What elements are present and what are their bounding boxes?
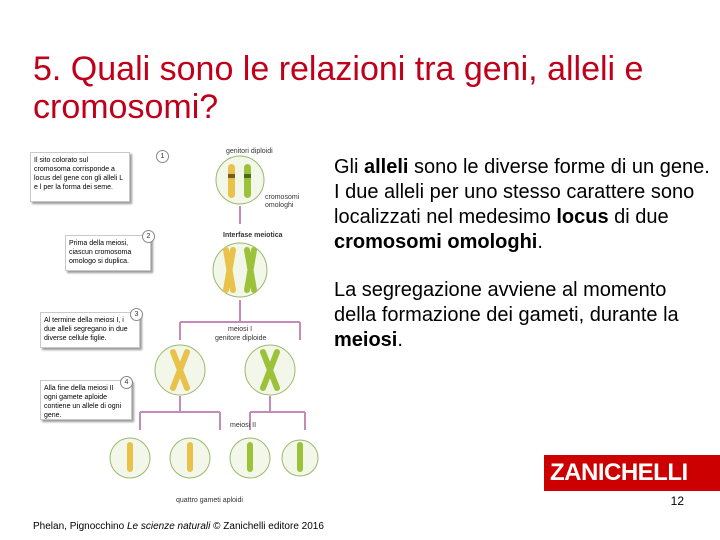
meiosis-figure: [30, 150, 320, 505]
label-gameti: quattro gameti aploidi: [176, 497, 243, 504]
zanichelli-logo: ZANICHELLI: [544, 455, 720, 491]
page-number: 12: [670, 494, 684, 508]
step-badge: 1: [156, 150, 169, 163]
callout-text: Il sito colorato sul cromosoma corrisponde a locus del gene con gli alleli L e l per la forma dei seme.: [34, 157, 123, 191]
callout-text: Alla fine della meiosi II ogni gamete aploide contiene un allele di ogni gene.: [44, 385, 122, 419]
callout-text: Al termine della meiosi I, i due alleli segregano in due diverse cellule figlie.: [44, 317, 128, 342]
interphase-cell: [213, 243, 267, 297]
footer-book-title: Le scienze naturali: [126, 521, 211, 532]
step-badge: 3: [130, 308, 143, 321]
text-run: La segregazione avviene al momento della formazione dei gameti, durante la: [334, 279, 679, 326]
bold-term-cromosomi-omologhi: cromosomi omologhi: [334, 231, 538, 253]
label-genitore: genitore diploide: [215, 335, 267, 342]
callout-text: Prima della meiosi, ciascun cromosoma omologo si duplica.: [69, 240, 132, 265]
branch-arrows-meiosis2: [140, 396, 305, 430]
daughter-cell-right: [245, 345, 295, 395]
slide-body: [334, 155, 714, 376]
branch-arrows-meiosis1: [180, 300, 300, 340]
text-run: sono le diverse forme di un gene. I due alleli per uno stesso carattere sono localizzati nel medesimo: [334, 156, 710, 228]
gametes: [110, 438, 318, 478]
text-run: Gli: [334, 156, 364, 178]
text-run: .: [537, 231, 543, 253]
footer-text: Phelan, Pignocchino: [33, 521, 127, 532]
callout-2: [65, 235, 151, 271]
label-meiosi2: meiosi II: [230, 422, 257, 429]
step-badge: 4: [120, 376, 133, 389]
callout-3: [40, 312, 140, 348]
label-interfase: Interfase meiotica: [223, 232, 283, 239]
text-run: di due: [608, 206, 669, 228]
bold-term-alleli: alleli: [364, 156, 409, 178]
footer-credit: [33, 521, 324, 532]
label-meiosi1: meiosi I: [228, 326, 253, 333]
label-genitori: genitori diploidi: [226, 148, 273, 155]
paragraph-alleli: [334, 155, 714, 255]
bold-term-locus: locus: [556, 206, 609, 228]
label-omologhi: cromosomi omologhi: [265, 194, 300, 209]
bold-term-meiosi: meiosi: [334, 329, 398, 351]
daughter-cell-left: [155, 345, 205, 395]
chromosome-green: [244, 164, 251, 198]
text-run: .: [397, 329, 403, 351]
paragraph-segregazione: [334, 278, 714, 353]
footer-text: © Zanichelli editore 2016: [210, 521, 324, 532]
callout-4: [40, 380, 132, 420]
slide-title: 5. Quali sono le relazioni tra geni, alleli e cromosomi?: [33, 50, 644, 126]
chromosome-yellow: [228, 164, 235, 198]
parent-cell: [216, 156, 264, 204]
step-badge: 2: [142, 230, 155, 243]
callout-1: [30, 152, 130, 202]
